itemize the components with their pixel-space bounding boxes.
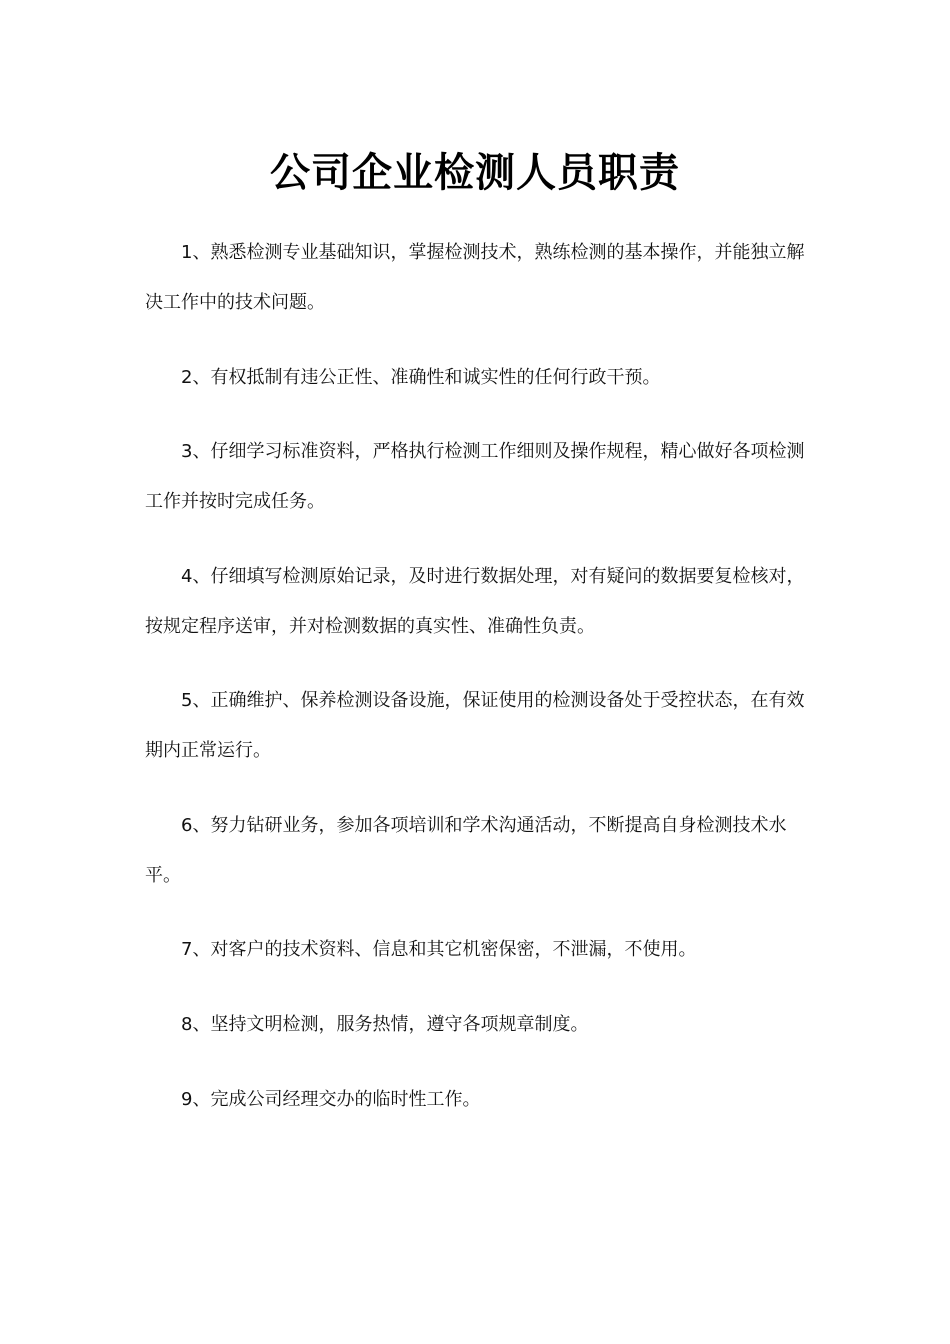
paragraph-1: 1、熟悉检测专业基础知识，掌握检测技术，熟练检测的基本操作，并能独立解决工作中的技术问题。 (145, 242, 805, 313)
paragraph-7: 7、对客户的技术资料、信息和其它机密保密，不泄漏，不使用。 (181, 939, 697, 960)
paragraph-9: 9、完成公司经理交办的临时性工作。 (181, 1089, 481, 1110)
paragraph-8: 8、坚持文明检测，服务热情，遵守各项规章制度。 (181, 1014, 589, 1035)
paragraph-6: 6、努力钻研业务，参加各项培训和学术沟通活动，不断提高自身检测技术水平。 (145, 815, 787, 886)
paragraph-2: 2、有权抵制有违公正性、准确性和诚实性的任何行政干预。 (181, 367, 661, 388)
paragraph-3: 3、仔细学习标准资料，严格执行检测工作细则及操作规程，精心做好各项检测工作并按时完成任务。 (145, 441, 805, 512)
paragraph-5: 5、正确维护、保养检测设备设施，保证使用的检测设备处于受控状态，在有效期内正常运行。 (145, 690, 805, 761)
paragraph-4: 4、仔细填写检测原始记录，及时进行数据处理，对有疑问的数据要复检核对，按规定程序送审，并对检测数据的真实性、准确性负责。 (145, 566, 805, 637)
document-title: 公司企业检测人员职责 (270, 150, 680, 196)
